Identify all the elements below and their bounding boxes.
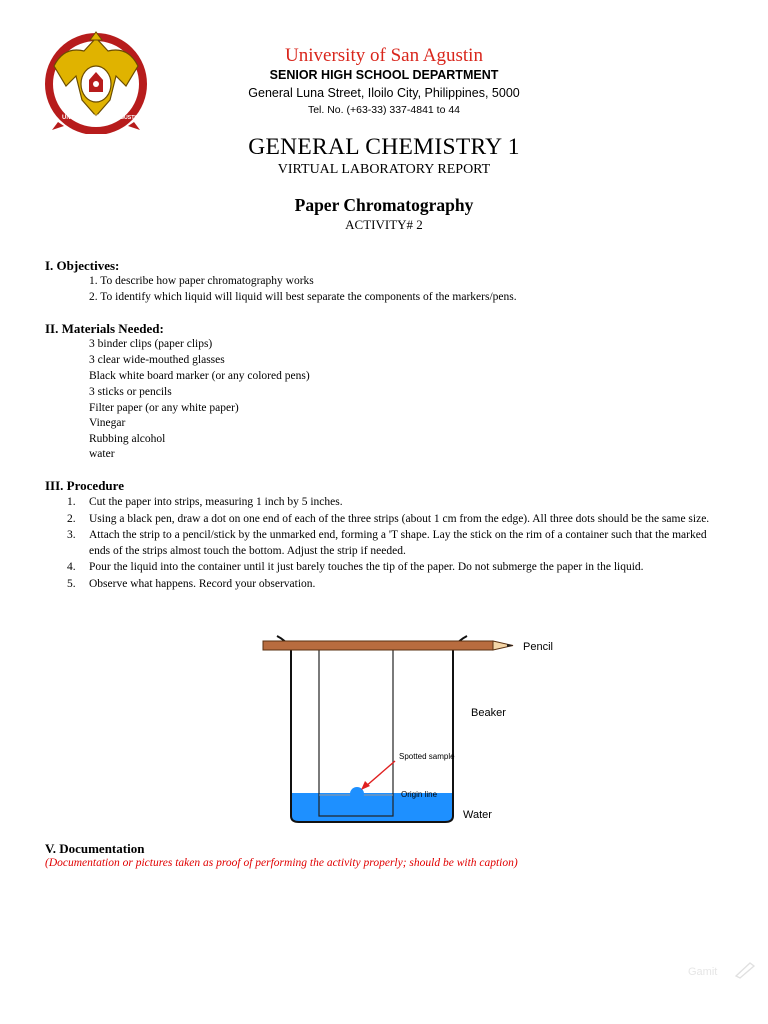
watermark (688, 960, 758, 980)
step-number: 5. (67, 577, 76, 590)
logo-text-left: UNIVERSITY (62, 115, 99, 121)
objectives-heading: I. Objectives: (45, 258, 120, 273)
step-text: Attach the strip to a pencil/stick by the unmarked end, forming a 'T shape. Lay the stick on the rim of a container such that the marked ends of the strips almost touch the bottom. Adjust the strip if needed. (89, 529, 707, 557)
procedure-step (67, 512, 727, 528)
materials-heading: II. Materials Needed: (45, 321, 164, 336)
pen-icon (736, 963, 754, 978)
procedure-step (67, 560, 727, 576)
sample-arrowhead (361, 781, 370, 790)
material-item: 3 clear wide-mouthed glasses (89, 354, 225, 366)
step-text: Observe what happens. Record your observation. (89, 577, 316, 590)
activity-number: ACTIVITY# 2 (345, 217, 423, 232)
material-item: Vinegar (89, 417, 126, 429)
procedure-step (67, 528, 727, 559)
step-text: Using a black pen, draw a dot on one end of each of the three strips (about 1 cm from the edge). All three dots should be the same size. (89, 512, 710, 525)
label-water: Water (463, 809, 492, 821)
material-item: 3 sticks or pencils (89, 386, 172, 398)
objective-item: 1. To describe how paper chromatography works (89, 275, 314, 287)
procedure-list (67, 495, 727, 593)
experiment-title: Paper Chromatography (294, 195, 474, 215)
pencil-body (263, 641, 493, 650)
step-number: 1. (67, 496, 76, 508)
step-text: Cut the paper into strips, measuring 1 inch by 5 inches. (89, 496, 343, 508)
label-spotted-sample: Spotted sample (399, 752, 455, 761)
material-item: Filter paper (or any white paper) (89, 402, 239, 414)
watermark-text: Gamit (688, 966, 718, 978)
label-beaker: Beaker (471, 707, 506, 719)
step-number: 4. (67, 561, 76, 573)
university-name: University of San Agustin (285, 45, 483, 66)
address: General Luna Street, Iloilo City, Philippines, 5000 (248, 86, 520, 100)
course-title: GENERAL CHEMISTRY 1 (248, 134, 520, 160)
label-pencil: Pencil (523, 641, 553, 653)
material-item: Rubbing alcohol (89, 433, 166, 445)
sample-arrow (365, 761, 395, 787)
material-item: Black white board marker (or any colored pens) (89, 370, 310, 382)
step-number: 3. (67, 529, 76, 541)
procedure-step (67, 495, 727, 511)
procedure-heading: III. Procedure (45, 478, 124, 493)
chromatography-diagram (255, 628, 575, 828)
telephone: Tel. No. (+63-33) 337-4841 to 44 (307, 104, 461, 116)
step-text: Pour the liquid into the container until it just barely touches the tip of the paper. Do not submerge the paper in the liquid. (89, 561, 644, 573)
department-name: SENIOR HIGH SCHOOL DEPARTMENT (269, 68, 499, 82)
step-number: 2. (67, 512, 76, 525)
documentation-heading: V. Documentation (45, 841, 145, 856)
report-subtitle: VIRTUAL LABORATORY REPORT (277, 162, 491, 177)
objective-item: 2. To identify which liquid will liquid will best separate the components of the markers/pens. (89, 291, 517, 303)
material-item: water (89, 448, 115, 460)
label-origin-line: Origin line (401, 790, 438, 799)
material-item: 3 binder clips (paper clips) (89, 338, 213, 350)
documentation-note: (Documentation or pictures taken as proof of performing the activity properly; should be with caption) (45, 857, 518, 869)
logo-text-right: SAN AGUSTIN (104, 115, 140, 121)
procedure-step (67, 577, 727, 593)
